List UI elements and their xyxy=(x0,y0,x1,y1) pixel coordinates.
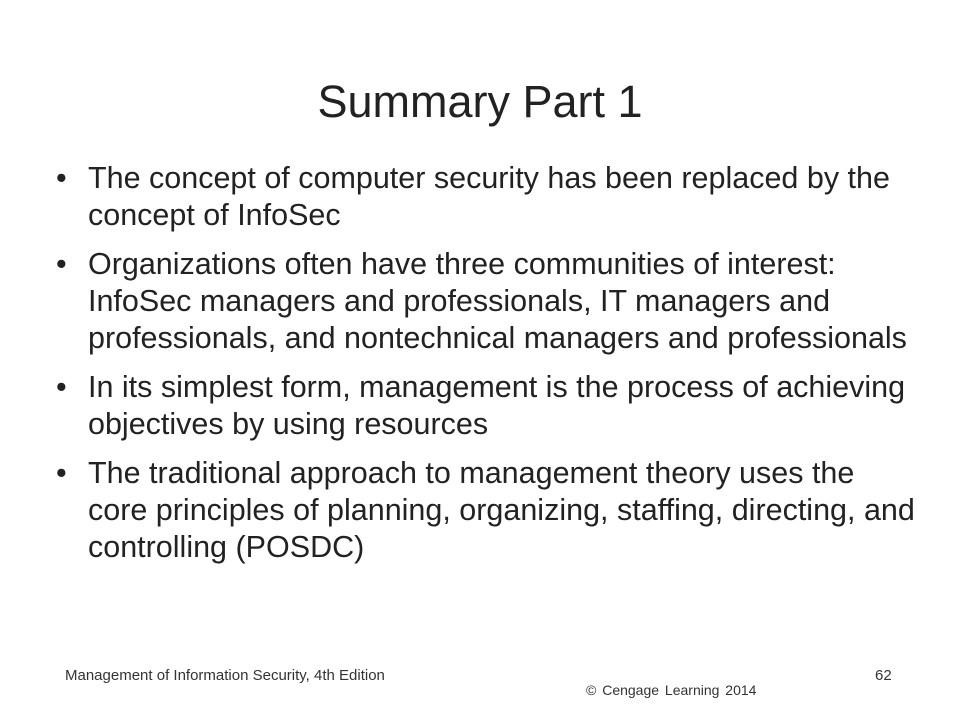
bullet-text: The concept of computer security has been replaced by the concept of InfoSec xyxy=(88,161,890,232)
bullet-icon: • xyxy=(56,456,67,490)
bullet-item xyxy=(56,369,916,443)
bullet-text: The traditional approach to management theory uses the core principles of planning, organizing, staffing, directing, and controlling (POSDC) xyxy=(88,456,915,564)
bullet-icon: • xyxy=(56,161,67,195)
bullet-list xyxy=(56,160,916,578)
bullet-text: Organizations often have three communities of interest: InfoSec managers and professionals, IT managers and professionals, and nontechnical managers and professionals xyxy=(88,247,907,355)
footer-book-title: Management of Information Security, 4th Edition xyxy=(65,667,385,684)
bullet-item xyxy=(56,246,916,357)
footer-page-number: 62 xyxy=(875,667,892,684)
bullet-item xyxy=(56,160,916,234)
bullet-text: In its simplest form, management is the process of achieving objectives by using resources xyxy=(88,370,906,441)
slide-title: Summary Part 1 xyxy=(317,76,643,127)
bullet-item xyxy=(56,455,916,566)
bullet-icon: • xyxy=(56,247,67,281)
footer-copyright: © Cengage Learning 2014 xyxy=(586,682,757,698)
bullet-icon: • xyxy=(56,370,67,404)
